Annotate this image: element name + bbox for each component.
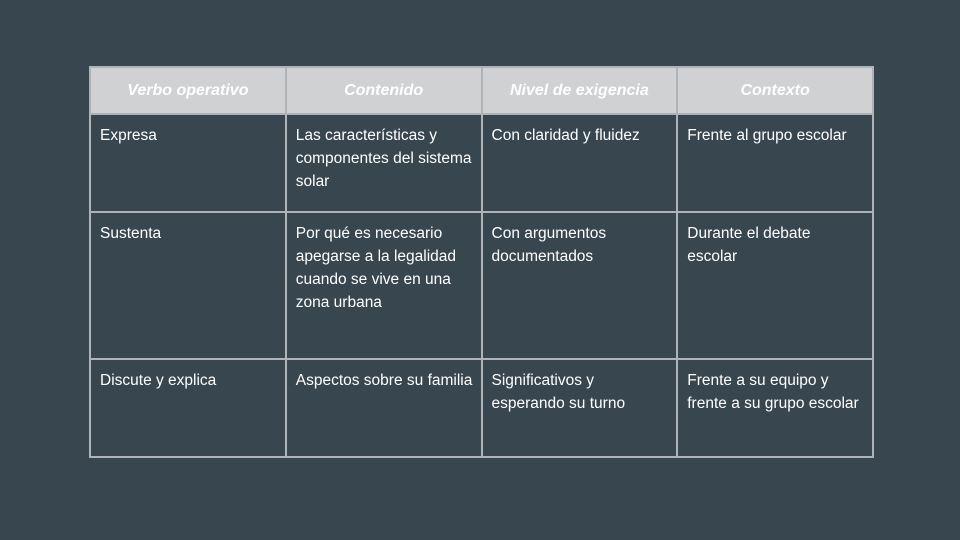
cell-text: Aspectos sobre su familia — [295, 372, 473, 389]
table-row — [90, 114, 873, 212]
table-header-row — [90, 67, 873, 114]
table-cell — [677, 359, 873, 457]
table-cell — [482, 114, 678, 212]
cell-text: Discute y explica — [100, 372, 217, 389]
header-nivel-de-exigencia: Nivel de exigencia — [482, 67, 678, 114]
table-cell — [286, 212, 482, 359]
table-row — [90, 359, 873, 457]
cell-text: Con claridad y fluidez — [491, 127, 640, 144]
header-contexto: Contexto — [677, 67, 873, 114]
cell-text: Las características y componentes del sistema solar — [295, 127, 472, 190]
cell-text: Con argumentos documentados — [491, 225, 607, 265]
table-cell — [90, 212, 286, 359]
cell-text: Por qué es necesario apegarse a la legalidad cuando se vive en una zona urbana — [295, 225, 457, 311]
table-cell — [482, 359, 678, 457]
table-cell — [90, 114, 286, 212]
table-cell — [286, 114, 482, 212]
header-verbo-operativo: Verbo operativo — [90, 67, 286, 114]
table-cell — [90, 359, 286, 457]
table-cell — [482, 212, 678, 359]
cell-text: Significativos y esperando su turno — [491, 372, 626, 412]
cell-text: Sustenta — [100, 225, 162, 242]
table-cell — [286, 359, 482, 457]
table-cell — [677, 114, 873, 212]
table-cell — [677, 212, 873, 359]
header-contenido: Contenido — [286, 67, 482, 114]
table-row — [90, 212, 873, 359]
competency-table — [89, 66, 874, 458]
cell-text: Durante el debate escolar — [687, 225, 811, 265]
cell-text: Expresa — [100, 127, 157, 144]
cell-text: Frente al grupo escolar — [687, 127, 847, 144]
cell-text: Frente a su equipo y frente a su grupo escolar — [687, 372, 859, 412]
